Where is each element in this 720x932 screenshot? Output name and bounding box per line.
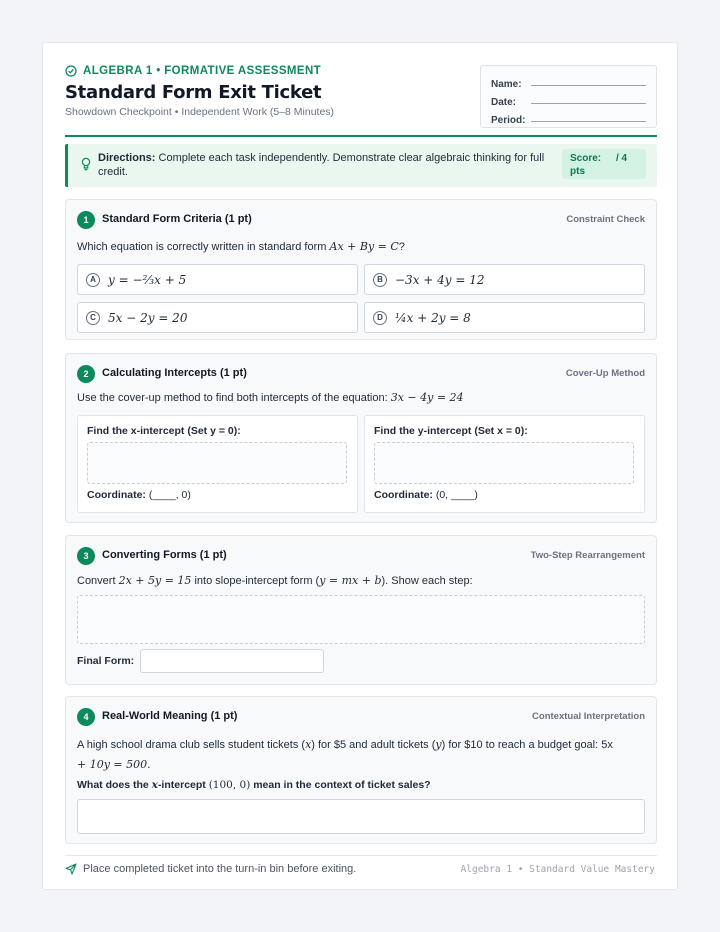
question-tag: Two-Step Rearrangement (530, 550, 645, 561)
question-3-card (65, 535, 657, 685)
question-number-badge: 3 (77, 547, 95, 565)
y-intercept-coordinate: Coordinate: (0, ____) (374, 489, 478, 501)
question-prompt: Convert 2x + 5y = 15 into slope-intercept form (y = mx + b). Show each step: (77, 574, 473, 587)
option-c[interactable]: C 5x − 2y = 20 (77, 302, 358, 333)
x-intercept-panel (77, 415, 358, 513)
y-intercept-work-area[interactable] (374, 442, 634, 484)
student-info-box (480, 65, 657, 128)
send-icon (65, 863, 77, 875)
option-a[interactable]: A y = −⅔x + 5 (77, 264, 358, 295)
page-subtitle: Showdown Checkpoint • Independent Work (5–8 Minutes) (65, 106, 335, 118)
question-number-badge: 2 (77, 365, 95, 383)
question-tag: Constraint Check (566, 214, 645, 225)
question-tag: Contextual Interpretation (532, 711, 645, 722)
final-form-label: Final Form: (77, 655, 135, 667)
question-4-card (65, 696, 657, 844)
footer-instruction: Place completed ticket into the turn-in bin before exiting. (65, 863, 356, 875)
eyebrow (65, 65, 321, 77)
y-intercept-title: Find the y-intercept (Set x = 0): (374, 425, 528, 437)
question-title: Calculating Intercepts (1 pt) (102, 367, 247, 379)
scenario-text: A high school drama club sells student tickets (x) for $5 and adult tickets (y) for $10 to reach a budget goal: 5x + 10y = 500. (77, 738, 613, 771)
question-1-card (65, 199, 657, 340)
option-b[interactable]: B −3x + 4y = 12 (364, 264, 645, 295)
interpretation-answer-input[interactable] (77, 799, 645, 834)
check-circle-icon (65, 65, 77, 77)
question-number-badge: 1 (77, 211, 95, 229)
question-prompt: Use the cover-up method to find both intercepts of the equation: 3x − 4y = 24 (77, 391, 464, 404)
question-title: Real-World Meaning (1 pt) (102, 710, 238, 722)
option-d[interactable]: D ¼x + 2y = 8 (364, 302, 645, 333)
directions-banner (65, 144, 657, 187)
question-title: Standard Form Criteria (1 pt) (102, 213, 252, 225)
score-box: Score: / 4 pts (562, 149, 646, 179)
name-field[interactable]: Name: (491, 72, 646, 90)
header-divider (65, 135, 657, 137)
question-tag: Cover-Up Method (565, 368, 645, 379)
page-title: Standard Form Exit Ticket (65, 82, 322, 103)
date-field[interactable]: Date: (491, 90, 646, 108)
interpretation-question: What does the x-intercept (100, 0) mean in the context of ticket sales? (77, 779, 431, 791)
question-2-card (65, 353, 657, 523)
final-form-input[interactable] (140, 649, 324, 673)
exit-ticket-page (42, 42, 678, 890)
eyebrow-text: ALGEBRA 1 • FORMATIVE ASSESSMENT (83, 65, 322, 77)
footer-divider (65, 855, 657, 856)
footer-course-label: Algebra 1 • Standard Value Mastery (460, 864, 655, 875)
question-title: Converting Forms (1 pt) (102, 549, 227, 561)
question-prompt: Which equation is correctly written in standard form Ax + By = C? (77, 240, 405, 253)
period-field[interactable]: Period: (491, 108, 646, 126)
question-number-badge: 4 (77, 708, 95, 726)
x-intercept-title: Find the x-intercept (Set y = 0): (87, 425, 241, 437)
work-area[interactable] (77, 595, 645, 644)
x-intercept-coordinate: Coordinate: (____, 0) (87, 489, 191, 501)
lightbulb-icon (80, 157, 92, 171)
y-intercept-panel (364, 415, 645, 513)
directions-text: Directions: Complete each task independently. Demonstrate clear algebraic thinking for full credit. (98, 152, 545, 178)
x-intercept-work-area[interactable] (87, 442, 347, 484)
